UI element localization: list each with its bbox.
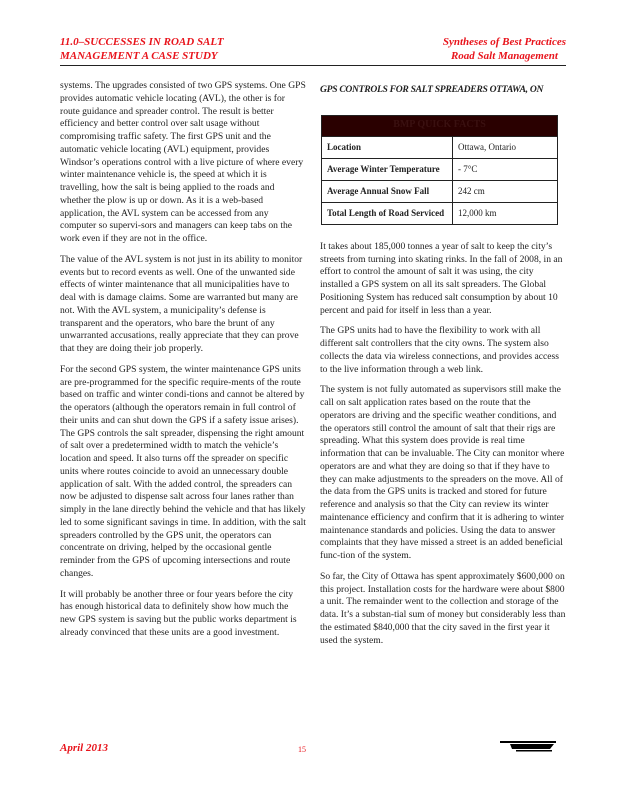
- fact-label: Total Length of Road Serviced: [322, 202, 453, 224]
- fact-value: 12,000 km: [453, 202, 558, 224]
- footer-date: April 2013: [60, 742, 108, 754]
- page-number: 15: [298, 745, 306, 754]
- body-paragraph: It takes about 185,000 tonnes a year of salt to keep the city’s streets from turning into skating rinks. In the fall of 2008, in an effort to control the amount of salt it was using, the city installed a GPS system on all its salt spreaders. The Global Positioning System has reduced salt consumption by about 10 percent and paid for itself in less than a year.: [320, 240, 563, 316]
- table-title: BMP QUICK FACTS: [322, 115, 558, 136]
- left-column: [60, 80, 306, 648]
- body-paragraph: The value of the AVL system is not just in its ability to monitor events but to record events as well. One of the unwanted side effects of winter maintenance that all municipalities have to deal with is damage claims. Some are warranted but many are not. With the AVL system, a municipality’s defense is transparent and the operators, who bare the brunt of any unwarranted accusations, really appreciate that they can prove that they are doing their job properly.: [60, 253, 303, 354]
- body-paragraph: For the second GPS system, the winter maintenance GPS units are pre-programmed for the specific require-ments of the route based on traffic and winter condi-tions and cannot be altered by the operators (although the operators remain in full control of their units and can shut down the GPS if a safety issue arises). The GPS controls the salt spreader, dispensing the right amount of salt over a predetermined width to match the vehicle’s location and speed. It also turns off the spreader on specific units where routes coincide to avoid an unnecessary double application of salt. With the added control, the spreaders can now be adjusted to dispense salt across four lanes rather than simply in the lane directly behind the vehicle and that has likely led to some significant savings in time. In addition, with the salt spreaders controlled by the GPS unit, the operators can concentrate on driving, helped by the occasional gentle reminder from the GPS of upcoming intersections and route changes.: [60, 363, 306, 579]
- header-chapter-line2: MANAGEMENT A CASE STUDY: [60, 50, 218, 62]
- body-paragraph: The system is not fully automated as supervisors still make the call on salt application rates based on the route that the operators are driving and the specific weather conditions, and the operators still control the amount of salt that their rigs are spreading. What this system does provide is real time information that can be invaluable. The City can monitor where operators are and what they are doing so that if they have to they can make adjustments to the spreaders on the move. All of the data from the GPS units is tracked and stored for future reference and analysis so that the City can review its winter maintenance efficiency and confirm that it is adhering to winter maintenance standards and policies. Using the data to answer complaints that they have missed a street is an added beneficial func-tion of the system.: [320, 384, 565, 561]
- body-paragraph: It will probably be another three or four years before the city has enough historical data to definitely show how much the new GPS system is saving but the public works department is already convinced that these units are a good investment.: [60, 588, 297, 638]
- header-chapter-title: [60, 35, 224, 63]
- right-column: [320, 84, 566, 655]
- header-publication-title: [443, 35, 566, 63]
- body-paragraph: systems. The upgrades consisted of two GPS systems. One GPS provides automatic vehicle locating (AVL), the other is for route guidance and spreader control. The result is better efficiency and better control over salt usage without compromising traffic safety. The first GPS unit and the automatic vehicle locating (AVL) equipment, provides Windsor’s operations control with a live picture of where every winter maintenance vehicle is, the speed at which it is travelling, how the salt is being applied to the roads and whether the plow is up or down. As it is a web-based application, the AVL system can be accessed from any computer so supervi-sors and managers can keep tabs on the work even if they are not in the office.: [60, 80, 306, 244]
- table-row: [322, 136, 558, 158]
- fact-value: - 7°C: [453, 158, 558, 180]
- body-paragraph: So far, the City of Ottawa has spent approximately $600,000 on this project. Installation costs for the hardware were about $800 a unit. The remainder went to the collection and storage of the data. It’s a substan-tial sum of money but considerably less than the estimated $840,000 that the city saved in the first year it used the system.: [320, 570, 566, 646]
- table-row: [322, 158, 558, 180]
- fact-label: Location: [322, 136, 453, 158]
- fact-label: Average Winter Temperature: [322, 158, 453, 180]
- fact-label: Average Annual Snow Fall: [322, 180, 453, 202]
- header-publication-line2: Road Salt Management: [450, 50, 558, 62]
- header-divider: [60, 65, 566, 66]
- fact-value: 242 cm: [453, 180, 558, 202]
- table-row: [322, 202, 558, 224]
- section-title: GPS CONTROLS FOR SALT SPREADERS OTTAWA, ON: [320, 84, 544, 95]
- header-chapter-line1: 11.0–SUCCESSES IN ROAD SALT: [60, 36, 224, 48]
- body-paragraph: The GPS units had to have the flexibility to work with all different salt controllers that the city owns. The system also collects the data via wireless connections, and provides access to the live information through a web link.: [320, 325, 559, 375]
- tac-logo-icon: [500, 740, 556, 754]
- header-publication-line1: Syntheses of Best Practices: [442, 36, 566, 48]
- bmp-quick-facts-table: [321, 115, 558, 225]
- table-row: [322, 180, 558, 202]
- fact-value: Ottawa, Ontario: [453, 136, 558, 158]
